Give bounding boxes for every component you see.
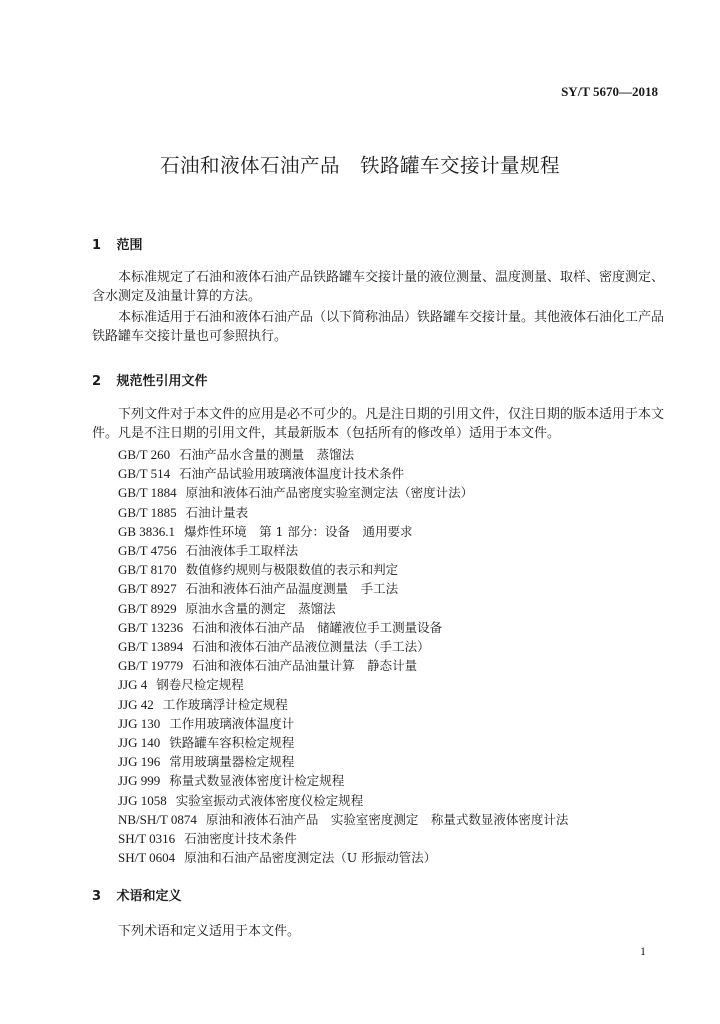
reference-title: 石油计量表 — [185, 504, 249, 520]
reference-code: JJG 140 — [118, 735, 161, 751]
reference-item — [118, 522, 568, 541]
reference-code: NB/SH/T 0874 — [118, 811, 197, 827]
reference-code: JJG 130 — [118, 715, 161, 731]
reference-code: JJG 1058 — [118, 792, 167, 808]
reference-title: 原油和液体石油产品密度实验室测定法（密度计法） — [185, 485, 474, 501]
reference-code: GB/T 4756 — [118, 543, 177, 559]
section-title: 范围 — [116, 238, 143, 253]
section-number: 2 — [92, 374, 102, 389]
section-title: 术语和定义 — [116, 889, 182, 904]
reference-title: 石油产品试验用玻璃液体温度计技术条件 — [179, 466, 405, 482]
paragraph: 下列文件对于本文件的应用是必不可少的。凡是注日期的引用文件，仅注日期的版本适用于本文件。凡是不注日期的引用文件，其最新版本（包括所有的修改单）适用于本文件。 — [92, 407, 665, 441]
reference-item — [118, 752, 568, 771]
reference-item — [118, 695, 568, 714]
reference-title: 工作玻璃浮计检定规程 — [162, 696, 288, 712]
section-number: 1 — [92, 238, 102, 253]
reference-title: 石油密度计技术条件 — [184, 831, 297, 847]
document-title: 石油和液体石油产品 铁路罐车交接计量规程 — [159, 154, 560, 177]
reference-item — [118, 541, 568, 560]
reference-title: 工作用玻璃液体温度计 — [169, 715, 295, 731]
paragraph: 本标准适用于石油和液体石油产品（以下简称油品）铁路罐车交接计量。其他液体石油化工产品铁路罐车交接计量也可参照执行。 — [92, 310, 665, 344]
reference-item — [118, 445, 568, 464]
reference-title: 石油产品水含量的测量 蒸馏法 — [179, 447, 355, 462]
reference-code: JJG 196 — [118, 754, 161, 770]
reference-code: GB/T 13236 — [118, 619, 184, 635]
reference-item — [118, 483, 568, 502]
reference-item — [118, 656, 568, 675]
reference-item — [118, 829, 568, 848]
reference-title: 石油和液体石油产品油量计算 静态计量 — [192, 658, 418, 674]
reference-title: 常用玻璃量器检定规程 — [169, 754, 295, 770]
paragraph: 本标准规定了石油和液体石油产品铁路罐车交接计量的液位测量、温度测量、取样、密度测定、含水测定及油量计算的方法。 — [92, 270, 665, 304]
reference-item — [118, 599, 568, 618]
reference-code: SH/T 0604 — [118, 850, 176, 866]
reference-item — [118, 618, 568, 637]
reference-title: 石油液体手工取样法 — [185, 543, 299, 559]
reference-code: JJG 4 — [118, 677, 148, 693]
reference-item — [118, 848, 568, 867]
reference-item — [118, 503, 568, 522]
reference-title: 石油和液体石油产品 储罐液位手工测量设备 — [192, 619, 443, 635]
reference-code: GB/T 1885 — [118, 504, 177, 520]
normative-reference-list — [118, 445, 568, 867]
reference-code: GB/T 8170 — [118, 562, 177, 578]
reference-title: 实验室振动式液体密度仪检定规程 — [175, 792, 364, 808]
section-heading-2 — [92, 370, 208, 389]
reference-item — [118, 771, 568, 790]
reference-title: 数值修约规则与极限数值的表示和判定 — [185, 562, 399, 578]
reference-code: GB/T 260 — [118, 447, 171, 462]
reference-title: 铁路罐车容积检定规程 — [169, 735, 295, 751]
reference-title: 爆炸性环境 第 1 部分：设备 通用要求 — [184, 523, 413, 539]
reference-item — [118, 791, 568, 810]
reference-title: 称量式数显液体密度计检定规程 — [169, 773, 345, 789]
reference-code: GB/T 8927 — [118, 581, 177, 597]
reference-item — [118, 733, 568, 752]
reference-code: JJG 999 — [118, 773, 161, 789]
section-heading-1 — [92, 234, 143, 253]
reference-code: GB/T 1884 — [118, 485, 177, 501]
reference-code: JJG 42 — [118, 696, 154, 712]
reference-item — [118, 637, 568, 656]
reference-item — [118, 464, 568, 483]
reference-title: 石油和液体石油产品温度测量 手工法 — [185, 581, 399, 597]
reference-item — [118, 579, 568, 598]
reference-code: GB/T 8929 — [118, 600, 177, 616]
page-number: 1 — [640, 944, 646, 958]
reference-title: 原油和液体石油产品 实验室密度测定 称量式数显液体密度计法 — [205, 811, 569, 827]
reference-item — [118, 675, 568, 694]
reference-code: GB/T 19779 — [118, 658, 184, 674]
section-title: 规范性引用文件 — [116, 374, 208, 389]
reference-code: GB/T 514 — [118, 466, 171, 482]
standard-code: SY/T 5670—2018 — [561, 84, 658, 99]
section-number: 3 — [92, 889, 102, 904]
reference-title: 原油水含量的测定 蒸馏法 — [185, 600, 336, 616]
reference-code: SH/T 0316 — [118, 831, 176, 847]
reference-title: 钢卷尺检定规程 — [156, 677, 244, 693]
reference-title: 原油和石油产品密度测定法（U 形振动管法） — [184, 850, 437, 866]
reference-item — [118, 714, 568, 733]
reference-title: 石油和液体石油产品液位测量法（手工法） — [192, 639, 430, 655]
paragraph: 下列术语和定义适用于本文件。 — [118, 924, 301, 939]
section-heading-3 — [92, 885, 182, 904]
reference-item — [118, 560, 568, 579]
reference-item — [118, 810, 568, 829]
reference-code: GB 3836.1 — [118, 523, 176, 539]
reference-code: GB/T 13894 — [118, 639, 184, 655]
